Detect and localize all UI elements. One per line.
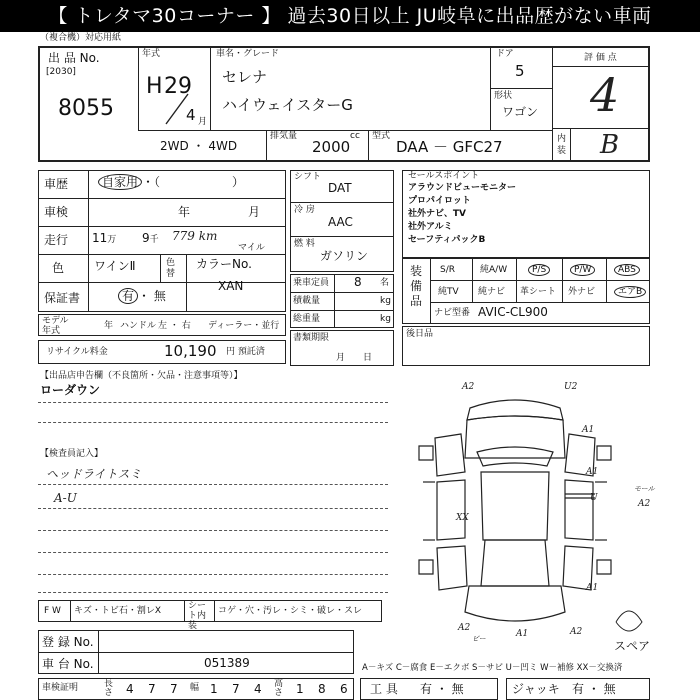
cert-len-3: 7 xyxy=(170,682,178,696)
color-no-label: カラーNo. xyxy=(196,257,252,271)
seller-notes-value: ローダウン xyxy=(40,383,101,397)
capacity-label: 乗車定員 xyxy=(293,278,330,288)
body-shape-label: 形状 xyxy=(494,91,513,101)
load-label: 積載量 xyxy=(293,296,321,306)
mark-a1-right-rear: A1 xyxy=(586,467,599,477)
mark-a1-right-front: A1 xyxy=(582,425,595,435)
history-rest: ・（ ） xyxy=(142,175,245,189)
mileage-sen: 9 xyxy=(142,231,150,245)
doc-deadline-label: 書類期限 xyxy=(293,333,330,343)
lot-label: 出 品 No. xyxy=(48,51,100,65)
cert-label: 車検証明 xyxy=(42,683,79,693)
color-no-value: XAN xyxy=(218,279,244,293)
drive-options: 2WD ・ 4WD xyxy=(160,139,238,153)
equip-ext-navi: 外ナビ xyxy=(568,287,596,297)
mileage-man-unit: 万 xyxy=(107,235,117,245)
doors-label: ドア xyxy=(496,49,514,59)
lot-small: [2030] xyxy=(46,67,76,77)
equipment-label: 装備品 xyxy=(410,264,423,308)
model-type-handle: ハンドル xyxy=(120,321,157,331)
equip-navi: 純ナビ xyxy=(478,287,506,297)
navi-label: ナビ型番 xyxy=(434,308,471,318)
jack-label: ジャッキ xyxy=(512,682,560,696)
sales-point-5: セーフティパックB xyxy=(408,235,486,245)
model-type-label1: モデル xyxy=(42,316,69,326)
fw-label: F W xyxy=(44,606,61,616)
navi-value: AVIC-CL900 xyxy=(478,305,548,319)
mark-mol: モール xyxy=(634,485,655,493)
doc-deadline-unit: 月 日 xyxy=(336,353,373,363)
gross-label: 総重量 xyxy=(293,314,321,324)
warranty-label: 保証書 xyxy=(44,291,81,305)
sales-point-1: アラウンドビューモニター xyxy=(408,183,517,193)
inspector-label: 【検査員記入】 xyxy=(40,449,104,459)
doors-value: 5 xyxy=(515,62,525,80)
year-label: 年式 xyxy=(142,49,161,59)
damage-legend: A－キズ C－腐食 E－エクボ S－サビ U－凹ミ W－補修 XX－交換済 xyxy=(362,663,623,673)
mark-u-door: U xyxy=(590,493,598,503)
mileage-label: 走行 xyxy=(44,233,69,247)
seat-items: コゲ・穴・汚レ・シミ・破レ・スレ xyxy=(218,606,363,616)
inspection-year: 年 xyxy=(178,205,191,219)
model-type-dealer: ディーラー・並行 xyxy=(208,321,280,331)
equip-tv: 純TV xyxy=(438,287,459,297)
body-shape-value: ワゴン xyxy=(502,105,539,119)
mark-a2-rear-right: A2 xyxy=(570,627,583,637)
top-note: （複合機）対応用紙 xyxy=(40,33,122,43)
model-label: 車名・グレード xyxy=(216,49,280,59)
mileage-man: 11 xyxy=(92,231,108,245)
cert-hei-1: 1 xyxy=(296,682,304,696)
ac-value: AAC xyxy=(328,215,353,229)
cert-len-2: 7 xyxy=(148,682,156,696)
seller-notes-label: 【出品店申告欄（不良箇所・欠品・注意事項等）】 xyxy=(40,371,243,381)
cert-wid-3: 4 xyxy=(254,682,262,696)
rating-score: 4 xyxy=(590,68,620,122)
equip-leather: 革シート xyxy=(520,287,557,297)
displacement-label: 排気量 xyxy=(270,131,298,141)
inspector-line2: A-U xyxy=(54,491,77,505)
cert-wid-label: 幅 xyxy=(190,683,200,693)
inspector-line1: ヘッドライトスミ xyxy=(46,467,142,481)
model-type-label2: 年式 xyxy=(42,325,61,336)
color-value: ワインⅡ xyxy=(94,259,136,273)
recycle-value: 10,190 xyxy=(164,342,217,360)
equip-airbag: エアB xyxy=(614,286,646,298)
seat-label: シート内装 xyxy=(188,601,207,631)
interior-grade: B xyxy=(600,130,620,160)
warranty-value: 有 xyxy=(118,288,138,304)
displacement-value: 2000 xyxy=(312,138,351,156)
chassis-type-label: 型式 xyxy=(372,131,391,141)
recycle-unit: 円 預託済 xyxy=(226,347,265,357)
interior-label: 内装 xyxy=(557,134,567,156)
mark-a2-rear: A2 xyxy=(458,623,471,633)
mark-a2-side: A2 xyxy=(638,499,651,509)
fw-items: キズ・トビ石・割レX xyxy=(74,606,161,616)
cert-hei-3: 6 xyxy=(340,682,348,696)
late-docs-block xyxy=(402,326,650,366)
model-name: セレナ xyxy=(222,68,268,86)
spare-label: スペア xyxy=(614,639,651,653)
mileage-handwritten: 779 km xyxy=(172,229,218,243)
recycle-label: リサイクル料金 xyxy=(46,347,108,357)
equip-pw: P/W xyxy=(570,264,595,276)
cert-hei-label: 高さ xyxy=(274,679,284,698)
history-label: 車歴 xyxy=(44,177,69,191)
chassis-no-label: 車 台 No. xyxy=(42,657,94,671)
mark-a1-rear: A1 xyxy=(516,629,529,639)
tools-value: 有 ・ 無 xyxy=(420,682,464,696)
sales-point-2: プロパイロット xyxy=(408,196,471,206)
mileage-sen-unit: 千 xyxy=(149,235,159,245)
spare-tire-icon xyxy=(612,606,646,638)
mark-u2-front: U2 xyxy=(564,382,578,392)
mark-xx: XX xyxy=(456,513,469,523)
capacity-value: 8 xyxy=(354,275,362,289)
history-value: 自家用 xyxy=(98,174,142,190)
cert-wid-2: 7 xyxy=(232,682,240,696)
displacement-unit: cc xyxy=(350,131,360,141)
cert-wid-1: 1 xyxy=(210,682,218,696)
year-value: 29 xyxy=(164,74,192,99)
warranty-rest: ・ 無 xyxy=(138,289,166,303)
mark-bumper: ビー xyxy=(472,635,486,643)
model-grade: ハイウェイスターG xyxy=(222,96,353,114)
mark-a1-left: A1 xyxy=(586,583,599,593)
capacity-unit: 名 xyxy=(380,278,390,288)
inspection-month: 月 xyxy=(248,205,261,219)
load-unit: kg xyxy=(380,296,391,306)
cert-len-label: 長さ xyxy=(104,679,114,698)
sales-point-3: 社外ナビ、TV xyxy=(408,209,467,219)
cert-hei-2: 8 xyxy=(318,682,326,696)
equip-alloy: 純A/W xyxy=(480,265,508,275)
cert-len-1: 4 xyxy=(126,682,134,696)
color-label: 色 xyxy=(52,261,65,275)
shift-label: シフト xyxy=(294,172,322,182)
year-month: 4 xyxy=(186,106,196,124)
jack-value: 有 ・ 無 xyxy=(572,682,616,696)
rating-label: 評 価 点 xyxy=(584,53,617,63)
chassis-no-value: 051389 xyxy=(204,656,250,670)
sales-point-4: 社外アルミ xyxy=(408,222,453,232)
ac-label: 冷 房 xyxy=(294,205,315,215)
gross-unit: kg xyxy=(380,314,391,324)
model-type-lr: 左 ・ 右 xyxy=(158,321,191,331)
lot-number: 8055 xyxy=(58,96,114,121)
equip-sr: S/R xyxy=(440,265,455,275)
year-era: H xyxy=(146,74,163,99)
fuel-label: 燃 料 xyxy=(294,239,315,249)
year-month-unit: 月 xyxy=(198,117,208,127)
registration-label: 登 録 No. xyxy=(42,635,94,649)
chassis-type-value: DAA － GFC27 xyxy=(396,138,503,156)
inspection-label: 車検 xyxy=(44,205,69,219)
mark-a2-front: A2 xyxy=(462,382,475,392)
late-docs-label: 後日品 xyxy=(406,329,434,339)
shift-value: DAT xyxy=(328,181,352,195)
equip-abs: ABS xyxy=(614,264,640,276)
sales-points-label: セールスポイント xyxy=(408,171,480,181)
tools-label: 工 具 xyxy=(370,682,398,696)
banner: 【 トレタマ30コーナー 】 過去30日以上 JU岐阜に出品歴がない車両 xyxy=(0,0,700,32)
fuel-value: ガソリン xyxy=(320,249,369,263)
equip-ps: P/S xyxy=(528,264,550,276)
mileage-mile: マイル xyxy=(238,243,265,253)
color-change-label: 色替 xyxy=(166,258,176,279)
model-type-year: 年 xyxy=(104,321,114,331)
